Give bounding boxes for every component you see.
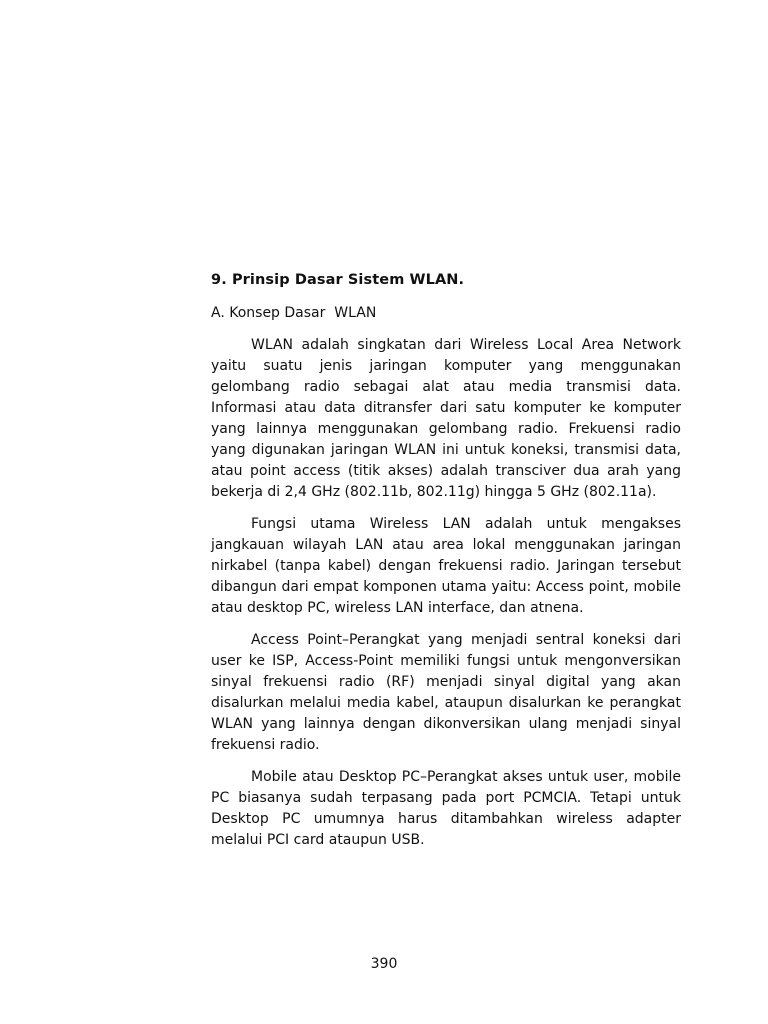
page-content: [211, 270, 681, 862]
section-subtitle: A. Konsep Dasar WLAN: [211, 305, 377, 321]
paragraph-mobile-desktop-pc: Mobile atau Desktop PC–Perangkat akses untuk user, mobile PC biasanya sudah terpasang pada port PCMCIA. Tetapi untuk Desktop PC umumnya harus ditambahkan wireless adapter melalui PCI card ataupun USB.: [211, 769, 681, 848]
page-number: 390: [370, 956, 398, 972]
section-title: 9. Prinsip Dasar Sistem WLAN.: [211, 272, 465, 288]
paragraph-wlan-function: Fungsi utama Wireless LAN adalah untuk mengakses jangkauan wilayah LAN atau area lokal menggunakan jaringan nirkabel (tanpa kabel) dengan frekuensi radio. Jaringan tersebut dibangun dari empat komponen utama yaitu: Access point, mobile atau desktop PC, wireless LAN interface, dan atnena.: [211, 516, 681, 616]
paragraph-access-point: Access Point–Perangkat yang menjadi sentral koneksi dari user ke ISP, Access-Point memiliki fungsi untuk mengonversikan sinyal frekuensi radio (RF) menjadi sinyal digital yang akan disalurkan melalui media kabel, ataupun disalurkan ke perangkat WLAN yang lainnya dengan dikonversikan ulang menjadi sinyal frekuensi radio.: [211, 632, 681, 753]
paragraph-wlan-definition: WLAN adalah singkatan dari Wireless Local Area Network yaitu suatu jenis jaringan komputer yang menggunakan gelombang radio sebagai alat atau media transmisi data. Informasi atau data ditransfer dari satu komputer ke komputer yang lainnya menggunakan gelombang radio. Frekuensi radio yang digunakan jaringan WLAN ini untuk koneksi, transmisi data, atau point access (titik akses) adalah transciver dua arah yang bekerja di 2,4 GHz (802.11b, 802.11g) hingga 5 GHz (802.11a).: [211, 337, 681, 500]
